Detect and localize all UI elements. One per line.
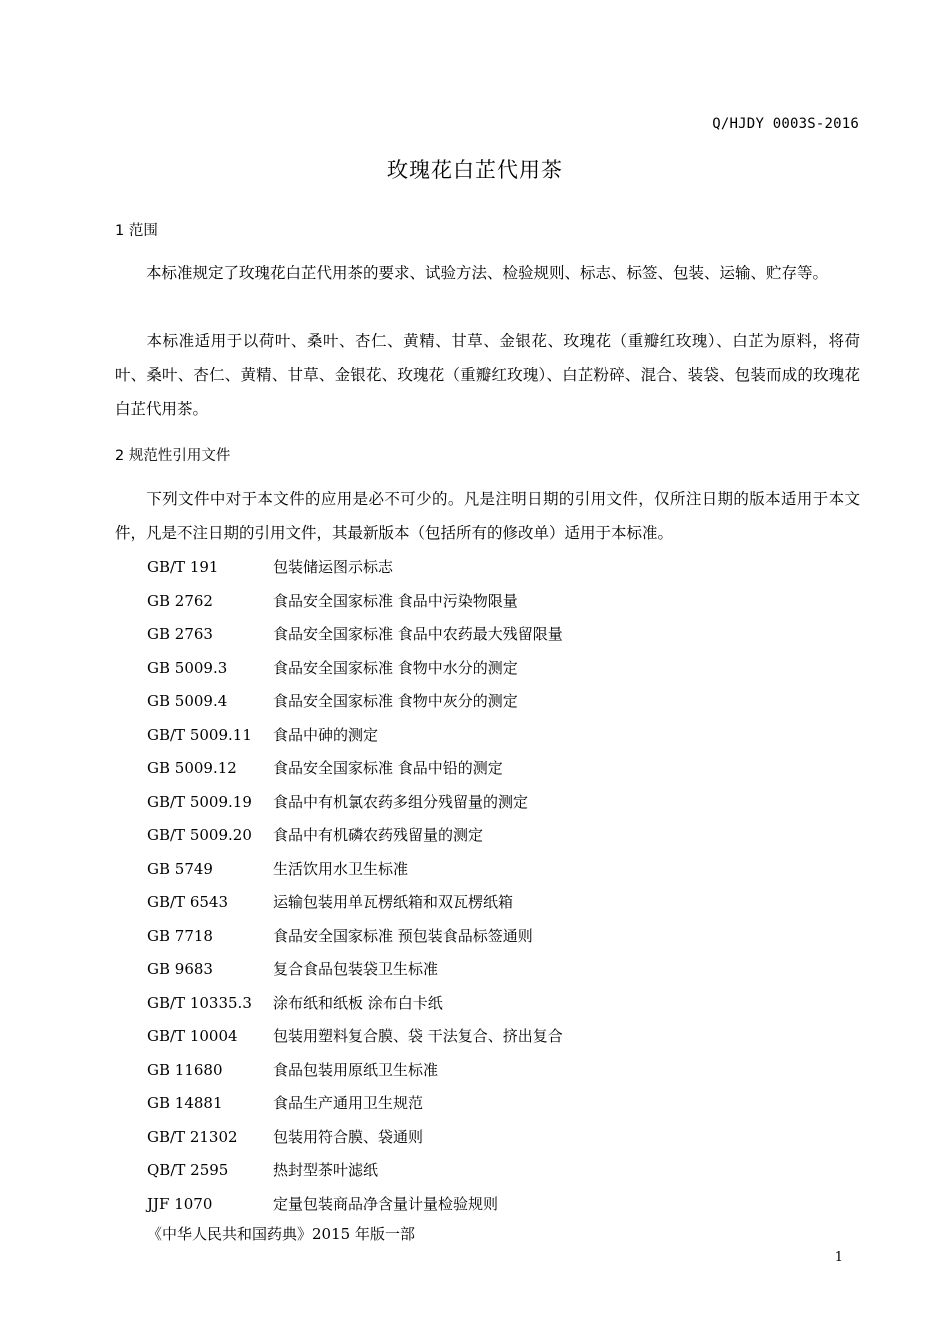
scope-paragraph-1-text: 本标准规定了玫瑰花白芷代用茶的要求、试验方法、检验规则、标志、标签、包装、运输、贮存等。 bbox=[146, 264, 829, 282]
reference-list bbox=[147, 551, 563, 1221]
reference-title: 食品安全国家标准 食品中铅的测定 bbox=[273, 759, 503, 777]
section-heading-scope: 1 范围 bbox=[115, 223, 158, 239]
reference-code: GB 7718 bbox=[147, 926, 213, 945]
reference-row bbox=[147, 853, 563, 887]
reference-row bbox=[147, 752, 563, 786]
reference-row bbox=[147, 719, 563, 753]
reference-code: GB/T 191 bbox=[147, 558, 219, 576]
reference-code: GB 2763 bbox=[147, 625, 213, 643]
reference-title: 食品安全国家标准 食品中农药最大残留限量 bbox=[273, 625, 563, 643]
reference-title: 运输包装用单瓦楞纸箱和双瓦楞纸箱 bbox=[273, 893, 514, 911]
reference-code: GB 9683 bbox=[147, 960, 213, 978]
reference-code: GB/T 6543 bbox=[147, 893, 229, 911]
reference-title: 食品安全国家标准 预包装食品标签通则 bbox=[273, 926, 533, 945]
reference-row bbox=[147, 1188, 563, 1222]
section-heading-normative: 2 规范性引用文件 bbox=[115, 448, 231, 464]
reference-title: 食品中有机氯农药多组分残留量的测定 bbox=[273, 792, 529, 811]
reference-row bbox=[147, 1154, 563, 1188]
reference-code: GB 2762 bbox=[147, 591, 213, 610]
scope-paragraph-1 bbox=[115, 256, 860, 290]
reference-code: QB/T 2595 bbox=[147, 1161, 229, 1179]
reference-code: GB 5009.3 bbox=[147, 658, 228, 677]
reference-code: GB/T 5009.19 bbox=[147, 792, 252, 811]
reference-row bbox=[147, 819, 563, 853]
reference-row bbox=[147, 1087, 563, 1121]
reference-title: 食品生产通用卫生规范 bbox=[273, 1094, 424, 1112]
reference-row bbox=[147, 886, 563, 920]
scope-paragraph-2 bbox=[115, 324, 860, 426]
reference-row bbox=[147, 618, 563, 652]
reference-title: 涂布纸和纸板 涂布白卡纸 bbox=[273, 993, 443, 1012]
reference-title: 生活饮用水卫生标准 bbox=[273, 859, 409, 878]
reference-code: GB/T 10004 bbox=[147, 1027, 238, 1045]
reference-row bbox=[147, 551, 563, 585]
reference-title: 食品安全国家标准 食物中水分的测定 bbox=[273, 658, 518, 677]
reference-title: 包装储运图示标志 bbox=[273, 558, 394, 576]
reference-title: 食品中砷的测定 bbox=[273, 725, 379, 744]
reference-title: 定量包装商品净含量计量检验规则 bbox=[273, 1194, 499, 1213]
reference-row bbox=[147, 786, 563, 820]
reference-title: 包装用符合膜、袋通则 bbox=[273, 1127, 424, 1146]
reference-title: 热封型茶叶滤纸 bbox=[273, 1161, 379, 1179]
reference-title: 食品安全国家标准 食物中灰分的测定 bbox=[273, 692, 518, 710]
reference-code: GB 5009.4 bbox=[147, 692, 228, 710]
reference-row bbox=[147, 585, 563, 619]
scope-paragraph-2-text: 本标准适用于以荷叶、桑叶、杏仁、黄精、甘草、金银花、玫瑰花（重瓣红玫瑰）、白芷为原料，将荷叶、桑叶、杏仁、黄精、甘草、金银花、玫瑰花（重瓣红玫瑰）、白芷粉碎、混合、装袋、包装而成的玫瑰花白芷代用茶。 bbox=[115, 332, 860, 418]
reference-code: GB/T 10335.3 bbox=[147, 993, 252, 1012]
reference-row bbox=[147, 1054, 563, 1088]
reference-row bbox=[147, 652, 563, 686]
reference-row bbox=[147, 685, 563, 719]
standard-code: Q/HJDY 0003S-2016 bbox=[712, 116, 859, 132]
reference-row bbox=[147, 920, 563, 954]
reference-row bbox=[147, 953, 563, 987]
reference-row bbox=[147, 1121, 563, 1155]
page-number: 1 bbox=[834, 1250, 843, 1265]
normative-paragraph-1-text: 下列文件中对于本文件的应用是必不可少的。凡是注明日期的引用文件，仅所注日期的版本适用于本文件，凡是不注日期的引用文件，其最新版本（包括所有的修改单）适用于本标准。 bbox=[115, 490, 860, 542]
reference-code: GB 14881 bbox=[147, 1094, 223, 1112]
reference-code: GB/T 5009.20 bbox=[147, 826, 252, 844]
reference-title: 复合食品包装袋卫生标准 bbox=[273, 960, 439, 978]
reference-code: GB 5749 bbox=[147, 859, 213, 878]
reference-row bbox=[147, 987, 563, 1021]
reference-row bbox=[147, 1020, 563, 1054]
document-title: 玫瑰花白芷代用茶 bbox=[387, 158, 563, 182]
reference-code: GB/T 21302 bbox=[147, 1127, 238, 1146]
reference-code: GB 11680 bbox=[147, 1060, 223, 1079]
pharmacopoeia-reference: 《中华人民共和国药典》2015 年版一部 bbox=[147, 1225, 415, 1243]
reference-code: GB/T 5009.11 bbox=[147, 725, 252, 744]
normative-paragraph-1 bbox=[115, 482, 860, 550]
reference-code: GB 5009.12 bbox=[147, 759, 237, 777]
reference-title: 食品安全国家标准 食品中污染物限量 bbox=[273, 591, 518, 610]
reference-code: JJF 1070 bbox=[147, 1194, 213, 1213]
reference-title: 食品中有机磷农药残留量的测定 bbox=[273, 826, 484, 844]
reference-title: 食品包装用原纸卫生标准 bbox=[273, 1060, 439, 1079]
reference-title: 包装用塑料复合膜、袋 干法复合、挤出复合 bbox=[273, 1027, 563, 1045]
